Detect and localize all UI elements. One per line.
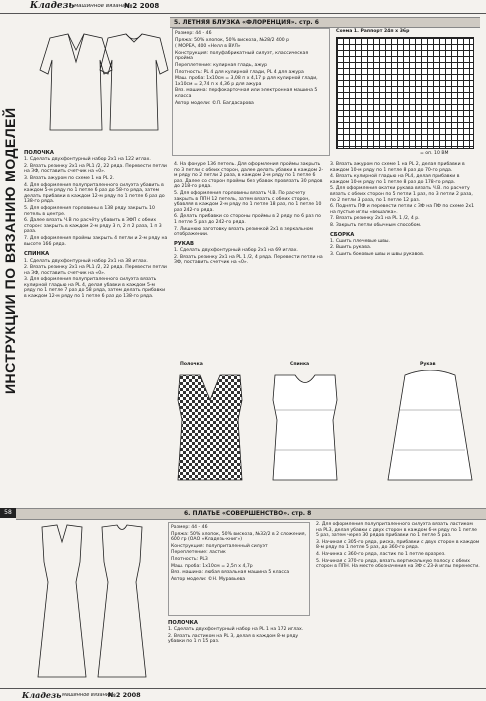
page-header [0, 0, 486, 14]
instruction-paragraph: 4. Для оформления полуприталенного силуэта убавить в каждом 5-м ряду по 1 петле 6 раз до 58-го ряда, затем делать прибавки в каждом 12-м ряду по 1 петле 6 раз до 138-го ряда. [24, 182, 165, 205]
footer-logo: Кладезь [22, 690, 62, 700]
section1-title: 5. ЛЕТНЯЯ БЛУЗКА «ФЛОРЕНЦИЯ». стр. 6 [174, 19, 319, 26]
instruction-paragraph: 6. Поднять ПФ и перевести петли с ЗФ на ПФ по схеме 2х1 на пустые иглы «вешалка». [330, 204, 475, 215]
spec-line: Размер: 44 - 46 [175, 31, 212, 36]
sborka-heading: СБОРКА [330, 231, 355, 238]
fig-label-polochka: Полочка [180, 362, 203, 367]
fig-label-spinka: Спинка [290, 362, 310, 367]
specs-box-1 [172, 28, 330, 156]
instruction-paragraph: 1. Сделать двухфонтурный набор 2х1 на 69 иглах. [174, 248, 298, 254]
instruction-paragraph: 3. Вязать ажуром по схеме 1 на PL 2, делая прибавки в каждом 10-м ряду по 1 петле 8 раз до 70-го ряда. [330, 162, 465, 173]
spec-line: Конструкция: полуфабрикатный силуэт, классическая пройма [175, 50, 309, 62]
lace-scheme-grid [336, 37, 474, 149]
spec-line: Переплетение: кулирная гладь, ажур [175, 62, 268, 68]
spinka-shape [273, 375, 337, 480]
pattern-figures [150, 370, 480, 490]
polochka1-column [24, 150, 168, 301]
section2-right-column [316, 522, 480, 571]
section2-title: 6. ПЛАТЬЕ «СОВЕРШЕНСТВО». стр. 8 [184, 510, 312, 517]
blouse-sketch [20, 30, 170, 140]
instruction-paragraph: 6. Далее вязать Ч.В по расчёту убавить в ЗФП с обеих сторон: закрыть в каждом 2-м ряду 3 п, 2 п 2 раза, 1 п 3 раза. [24, 218, 162, 235]
instruction-paragraph: 3. Начиная с 305-го ряда, риска, прибавки с двух сторон в каждом 8-м ряду по 1 петле 5 раз, до 360-го ряда. [316, 539, 480, 551]
instruction-paragraph: 1. Сшить плечевые швы. [330, 238, 391, 244]
page-number: 58 [4, 509, 12, 516]
polochka1-heading: ПОЛОЧКА [24, 150, 54, 156]
fig-label-rukav: Рукав [420, 362, 436, 367]
right-column [330, 162, 478, 259]
spec-line: Плотность: PL3 [171, 556, 208, 562]
blouse-illustration [20, 30, 170, 140]
spec-line: Конструкция: полуприталенный силуэт [171, 543, 268, 549]
middle-column [174, 162, 324, 267]
instruction-paragraph: 1. Сделать двухфонтурный набор 2х1 на 122 иглах. [24, 157, 151, 163]
polochka-shape [178, 375, 242, 480]
instruction-paragraph: 2. Вшить рукава. [330, 245, 372, 251]
page-footer [0, 688, 486, 701]
footer-issue: №2 2008 [108, 691, 141, 699]
instruction-paragraph: 3. Вязать ажуром по схеме 1 на PL 2. [24, 176, 115, 182]
spec-line: Плотность: PL 4 для кулирной глади, PL 4 для ажура [175, 69, 304, 75]
rukav-shape [388, 370, 472, 480]
footer-subtitle: машинное вязание [62, 692, 113, 698]
specs-box-2 [168, 522, 310, 616]
section1-title-band [170, 17, 480, 28]
dress-sketch [22, 522, 162, 682]
instruction-paragraph: 5. Для оформления горловины вязать Ч.В. По расчету закрыть в ППН 12 петель, затем вязать с обеих сторон, убавляя в каждом 2-м ряду по 1 петле 18 раз, по 1 петле 10 раз 242-го ряда. [174, 190, 322, 213]
rukav-heading: РУКАВ [174, 240, 195, 247]
instruction-paragraph: 2. Для оформления полуприталенного силуэта вязать ластиком на PL3, делая убавки с двух сторон в каждом 6-м ряду по 1 петле 5 раз, затем через 30 рядов прибавки по 1 петле 5 раз. [316, 522, 477, 539]
spec-line: ( МОРЕА, 400 «Нелл в ВУЛ» [175, 44, 241, 50]
scheme-legend: = оп. 10 ВМ [420, 151, 449, 156]
spec-line: Автор модели: ©Л. Багдасарова [175, 100, 254, 106]
polochka2-column [168, 620, 310, 646]
side-title: ИНСТРУКЦИИ ПО ВЯЗАНИЮ МОДЕЛЕЙ [2, 107, 18, 395]
instruction-paragraph: 3. Для оформления полуприталенного силуэта вязать кулирной гладью на PL 4, делая убавки в каждом 5-м ряду по 1 петле 7 раз до 58 ряда, затем делать прибавки в каждом 12-м ряду по 1 петле 6 раз до 138-го ряда. [24, 277, 166, 300]
instruction-paragraph: 7. Вязать резинку 2х1 на PL 1 /2, 4 р. [330, 216, 420, 222]
instruction-paragraph: 5. Начиная с 370-го ряда, вязать вертикальную полосу с обеих сторон в ППН. На месте обозначения на ЗФ с 23-й иглы перенести. [316, 558, 480, 570]
scheme-label: Схема 1. Раппорт 24п x 36р [336, 29, 410, 34]
instruction-paragraph: 7. Для оформления проймы закрыть 4 петли и 2-м ряду на высоте 166 ряда. [24, 236, 168, 247]
instruction-paragraph: 8. Закрыть петли обычным способом. [330, 222, 422, 228]
page-number-box [0, 508, 16, 518]
spec-line: Вяз. машина: любая вязальная машина 5 класса [171, 570, 290, 576]
magazine-logo: Кладезь [30, 1, 75, 11]
section2-title-band [16, 508, 486, 520]
spec-line: Пряжа: 50% хлопок, 50% вискоза, №32/2 в 2 сложения, 600 гр (ОАО «Кладезь-книг») [171, 531, 306, 543]
instruction-paragraph: 6. Делать прибавки со стороны проймы в 2 ряду по 6 раз по 1 петле 5 раз до 242-го ряда. [174, 214, 321, 225]
instruction-paragraph: 2. Вязать резинку 2х1 на PL 1 /2, 4 ряда. Перевести петли на ЗФ, поставить счетчик на «0». [174, 254, 323, 266]
issue-number: №2 2008 [124, 2, 160, 10]
instruction-paragraph: 2. Вязать резинку 2х1 на PL1 /2, 22 ряда. Перевести петли на ЗФ, поставить счетчик на «0». [24, 265, 167, 276]
instruction-paragraph: 4. Вязать кулирной гладью на PL4, делая прибавки в каждом 10-м ряду по 1 петле 8 раз до 178-го ряда. [330, 174, 460, 185]
magazine-subtitle: машинное вязание [74, 3, 130, 9]
instruction-paragraph: 3. Сшить боковые швы и швы рукавов. [330, 252, 425, 258]
spec-line: Пряжа: 50% хлопок, 50% вискоза, №28/2 400 р [175, 37, 290, 43]
instruction-paragraph: 5. Для оформления горловины в 138 ряду закрыть 10 петель в центре. [24, 206, 155, 217]
instruction-paragraph: 7. Лишнюю заготовку вязать резинкой 2х1 в зеркальном отображении. [174, 226, 313, 238]
spec-line: Размер: 44 - 46 [171, 525, 208, 530]
instruction-paragraph: 5. Для оформления окатки рукава вязать Ч.В. по расчету вязать с обеих сторон по 5 петли 1 раз, по 3 петли 2 раза, по 2 петли 3 раза, по 1 петле 12 раз. [330, 186, 473, 203]
spec-line: Маш. проба: 1х10см = 2,5п x 4,7р [171, 563, 253, 569]
pattern-drawings [150, 370, 480, 490]
instruction-paragraph: 1. Сделать двухфонтурный набор на PL 1 на 172 иглах. [168, 627, 304, 633]
spec-line: Маш. проба: 1х10см = 3,08 п x 4,17 р для кулирной глади, 1х10см = 2,74 п x 4,36 р для ажура [175, 76, 318, 87]
instruction-paragraph: 4. На фонуре 136 петель. Для оформления проймы закрыть по 3 петли с обеих сторон, далее делать убавки в каждом 2-м ряду по 2 петли 2 раза, в каждом 2-м ряду по 1 петле 6 раз. Далее со сторон проймы без убавок провязать 30 рядов до 218-го ряда. [174, 162, 324, 190]
instruction-paragraph: 1. Сделать двухфонтурный набор 2х1 на 38 иглах. [24, 258, 148, 264]
polochka2-heading: ПОЛОЧКА [168, 620, 198, 626]
instruction-paragraph: 2. Вязать резинку 2х1 на PL1 /2, 22 ряда. Перевести петли на ЗФ, поставить счетчик на «0». [24, 163, 167, 175]
instruction-paragraph: 2. Вязать ластиком на PL 3, делая в каждом 8-м ряду убавки по 1 п 15 раз. [168, 633, 299, 645]
spinka-heading: СПИНКА [24, 251, 50, 258]
spec-line: Вяз. машина: перфокарточная или электронная машина 5 класса [175, 88, 318, 99]
spec-line: Автор модели: ©Н. Муравьева [171, 576, 246, 582]
instruction-paragraph: 4. Начинка с 360-го ряда, ластик по 1 петле вразрез. [316, 551, 446, 557]
spec-line: Переплетение: ластик [171, 550, 226, 556]
dress-illustration [22, 522, 162, 682]
